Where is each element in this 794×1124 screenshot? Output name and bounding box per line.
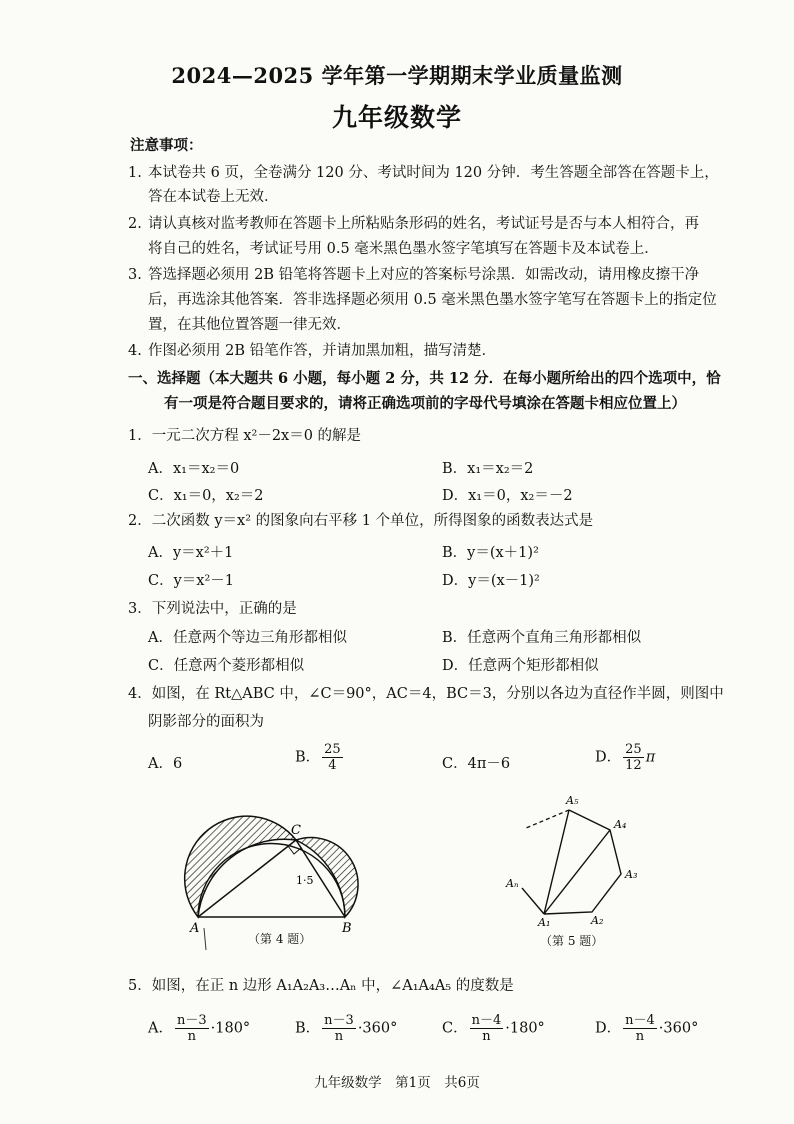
notice-4-line-1: 作图必须用 2B 铅笔作答，并请加黑加粗，描写清楚．	[148, 343, 497, 359]
section-1-line-1: 一、选择题（本大题共 6 小题，每小题 2 分，共 12 分．在每小题所给出的四个选项中，恰	[128, 370, 721, 387]
section-1-line-2: 有一项是符合题目要求的，请将正确选项前的字母代号填涂在答题卡相应位置上）	[164, 395, 686, 412]
shaded-lune-ac	[185, 816, 296, 917]
q5-option-a	[148, 1013, 250, 1044]
q4-stem-line-1: 4．如图，在 Rt△ABC 中，∠C＝90°，AC＝4，BC＝3，分别以各边为直径作半圆，则图中	[128, 686, 724, 702]
q4-option-d-fraction	[623, 742, 644, 773]
q4-option-b-label: B．	[295, 749, 321, 766]
notice-4-no: 4.	[128, 343, 142, 359]
q5-option-c	[442, 1013, 545, 1044]
q5-option-d	[595, 1013, 698, 1044]
q4-option-b	[295, 742, 345, 773]
notice-1-line-2: 答在本试卷上无效．	[148, 189, 279, 205]
q1-option-a: A．x₁＝x₂＝0	[148, 461, 240, 477]
figure-4-caption: （第 4 题）	[248, 932, 312, 946]
figure-5-caption: （第 5 题）	[540, 934, 604, 948]
q3-stem: 3．下列说法中，正确的是	[128, 601, 297, 617]
label-a1: A₁	[538, 916, 551, 929]
q4-option-b-fraction	[322, 742, 343, 773]
q5-option-b-fraction	[322, 1013, 356, 1044]
q5-option-d-suffix: ·360°	[658, 1020, 699, 1037]
q4-option-d	[595, 742, 655, 773]
subject-title: 九年级数学	[331, 103, 462, 132]
q3-option-c: C．任意两个菱形都相似	[148, 658, 305, 674]
notice-3-no: 3.	[128, 267, 142, 283]
q4-stem-line-2: 阴影部分的面积为	[148, 714, 264, 730]
label-a3: A₃	[625, 868, 638, 881]
q5-option-d-label: D．	[595, 1020, 622, 1037]
q5-option-b-denominator: n	[334, 1029, 344, 1044]
label-c: C	[291, 823, 301, 838]
label-an: Aₙ	[506, 877, 519, 890]
notice-3-line-1: 答选择题必须用 2B 铅笔将答题卡上对应的答案标号涂黑．如需改动，请用橡皮擦干净	[148, 267, 700, 283]
exam-title: 2024—2025 学年第一学期期末学业质量监测	[171, 63, 623, 88]
label-b: B	[342, 921, 352, 936]
q4-option-d-denominator: 12	[625, 758, 642, 773]
q2-stem: 2．二次函数 y＝x² 的图象向右平移 1 个单位，所得图象的函数表达式是	[128, 513, 594, 529]
notice-heading: 注意事项：	[130, 137, 203, 154]
figure-5	[500, 790, 660, 940]
q5-option-d-numerator: n－4	[625, 1013, 655, 1028]
q3-option-d: D．任意两个矩形都相似	[442, 658, 599, 674]
notice-2-no: 2.	[128, 216, 142, 232]
label-a: A	[190, 921, 200, 936]
q4-option-b-denominator: 4	[328, 758, 337, 773]
label-a5: A₅	[566, 794, 579, 807]
q5-option-c-denominator: n	[482, 1029, 491, 1044]
notice-3-line-2: 后，再选涂其他答案．答非选择题必须用 0.5 毫米黑色墨水签字笔写在答题卡上的指定位	[148, 292, 717, 308]
q1-option-b: B．x₁＝x₂＝2	[442, 461, 534, 477]
q2-option-c: C．y＝x²－1	[148, 573, 235, 589]
q5-option-c-fraction	[470, 1013, 504, 1044]
q2-option-b: B．y＝(x＋1)²	[442, 545, 539, 561]
q3-option-b: B．任意两个直角三角形都相似	[442, 630, 642, 646]
label-a4: A₄	[614, 818, 627, 831]
q4-option-d-numerator: 25	[625, 742, 642, 757]
q5-option-c-suffix: ·180°	[505, 1020, 545, 1037]
edge-an-a1	[522, 888, 544, 914]
q3-option-a: A．任意两个等边三角形都相似	[148, 630, 347, 646]
page-footer: 九年级数学 第1页 共6页	[314, 1075, 480, 1091]
q5-option-c-numerator: n－4	[471, 1013, 502, 1028]
q5-option-a-numerator: n－3	[176, 1013, 207, 1028]
q5-option-b-numerator: n－3	[324, 1013, 354, 1028]
notice-1-line-1: 本试卷共 6 页，全卷满分 120 分、考试时间为 120 分钟．考生答题全部答在答题卡上，	[148, 165, 719, 181]
q1-stem: 1．一元二次方程 x²－2x＝0 的解是	[128, 428, 362, 444]
q5-option-d-fraction	[623, 1013, 657, 1044]
q4-option-b-numerator: 25	[324, 742, 341, 757]
q5-option-a-denominator: n	[187, 1029, 196, 1044]
q5-option-a-suffix: ·180°	[210, 1020, 251, 1037]
q5-option-c-label: C．	[442, 1020, 468, 1037]
label-a2: A₂	[591, 914, 604, 927]
q5-option-a-fraction	[175, 1013, 209, 1044]
q1-option-c: C．x₁＝0，x₂＝2	[148, 488, 264, 504]
q5-option-a-label: A．	[148, 1020, 173, 1037]
pencil-mark	[204, 928, 206, 950]
handwritten-mark: 1·5	[296, 874, 314, 887]
q2-option-a: A．y＝x²＋1	[148, 545, 234, 561]
notice-2-line-1: 请认真核对监考教师在答题卡上所粘贴条形码的姓名，考试证号是否与本人相符合，再	[148, 216, 699, 232]
notice-2-line-2: 将自己的姓名，考试证号用 0.5 毫米黑色墨水签字笔填写在答题卡及本试卷上．	[148, 241, 659, 257]
q5-option-b	[295, 1013, 397, 1044]
q5-stem: 5．如图，在正 n 边形 A₁A₂A₃…Aₙ 中，∠A₁A₄A₅ 的度数是	[128, 978, 514, 994]
q4-option-d-label: D．	[595, 749, 622, 766]
q1-option-d: D．x₁＝0，x₂＝－2	[442, 488, 573, 504]
q4-option-d-suffix: π	[645, 749, 656, 766]
dashed-edge	[526, 810, 569, 828]
q5-option-d-denominator: n	[635, 1029, 645, 1044]
q2-option-d: D．y＝(x－1)²	[442, 573, 540, 589]
notice-3-line-3: 置，在其他位置答题一律无效．	[148, 317, 351, 333]
q5-option-b-suffix: ·360°	[357, 1020, 398, 1037]
q4-option-c: C．4π－6	[442, 756, 511, 772]
q4-option-a: A．6	[148, 756, 183, 772]
notice-1-no: 1.	[128, 165, 142, 181]
q5-option-b-label: B．	[295, 1020, 321, 1037]
